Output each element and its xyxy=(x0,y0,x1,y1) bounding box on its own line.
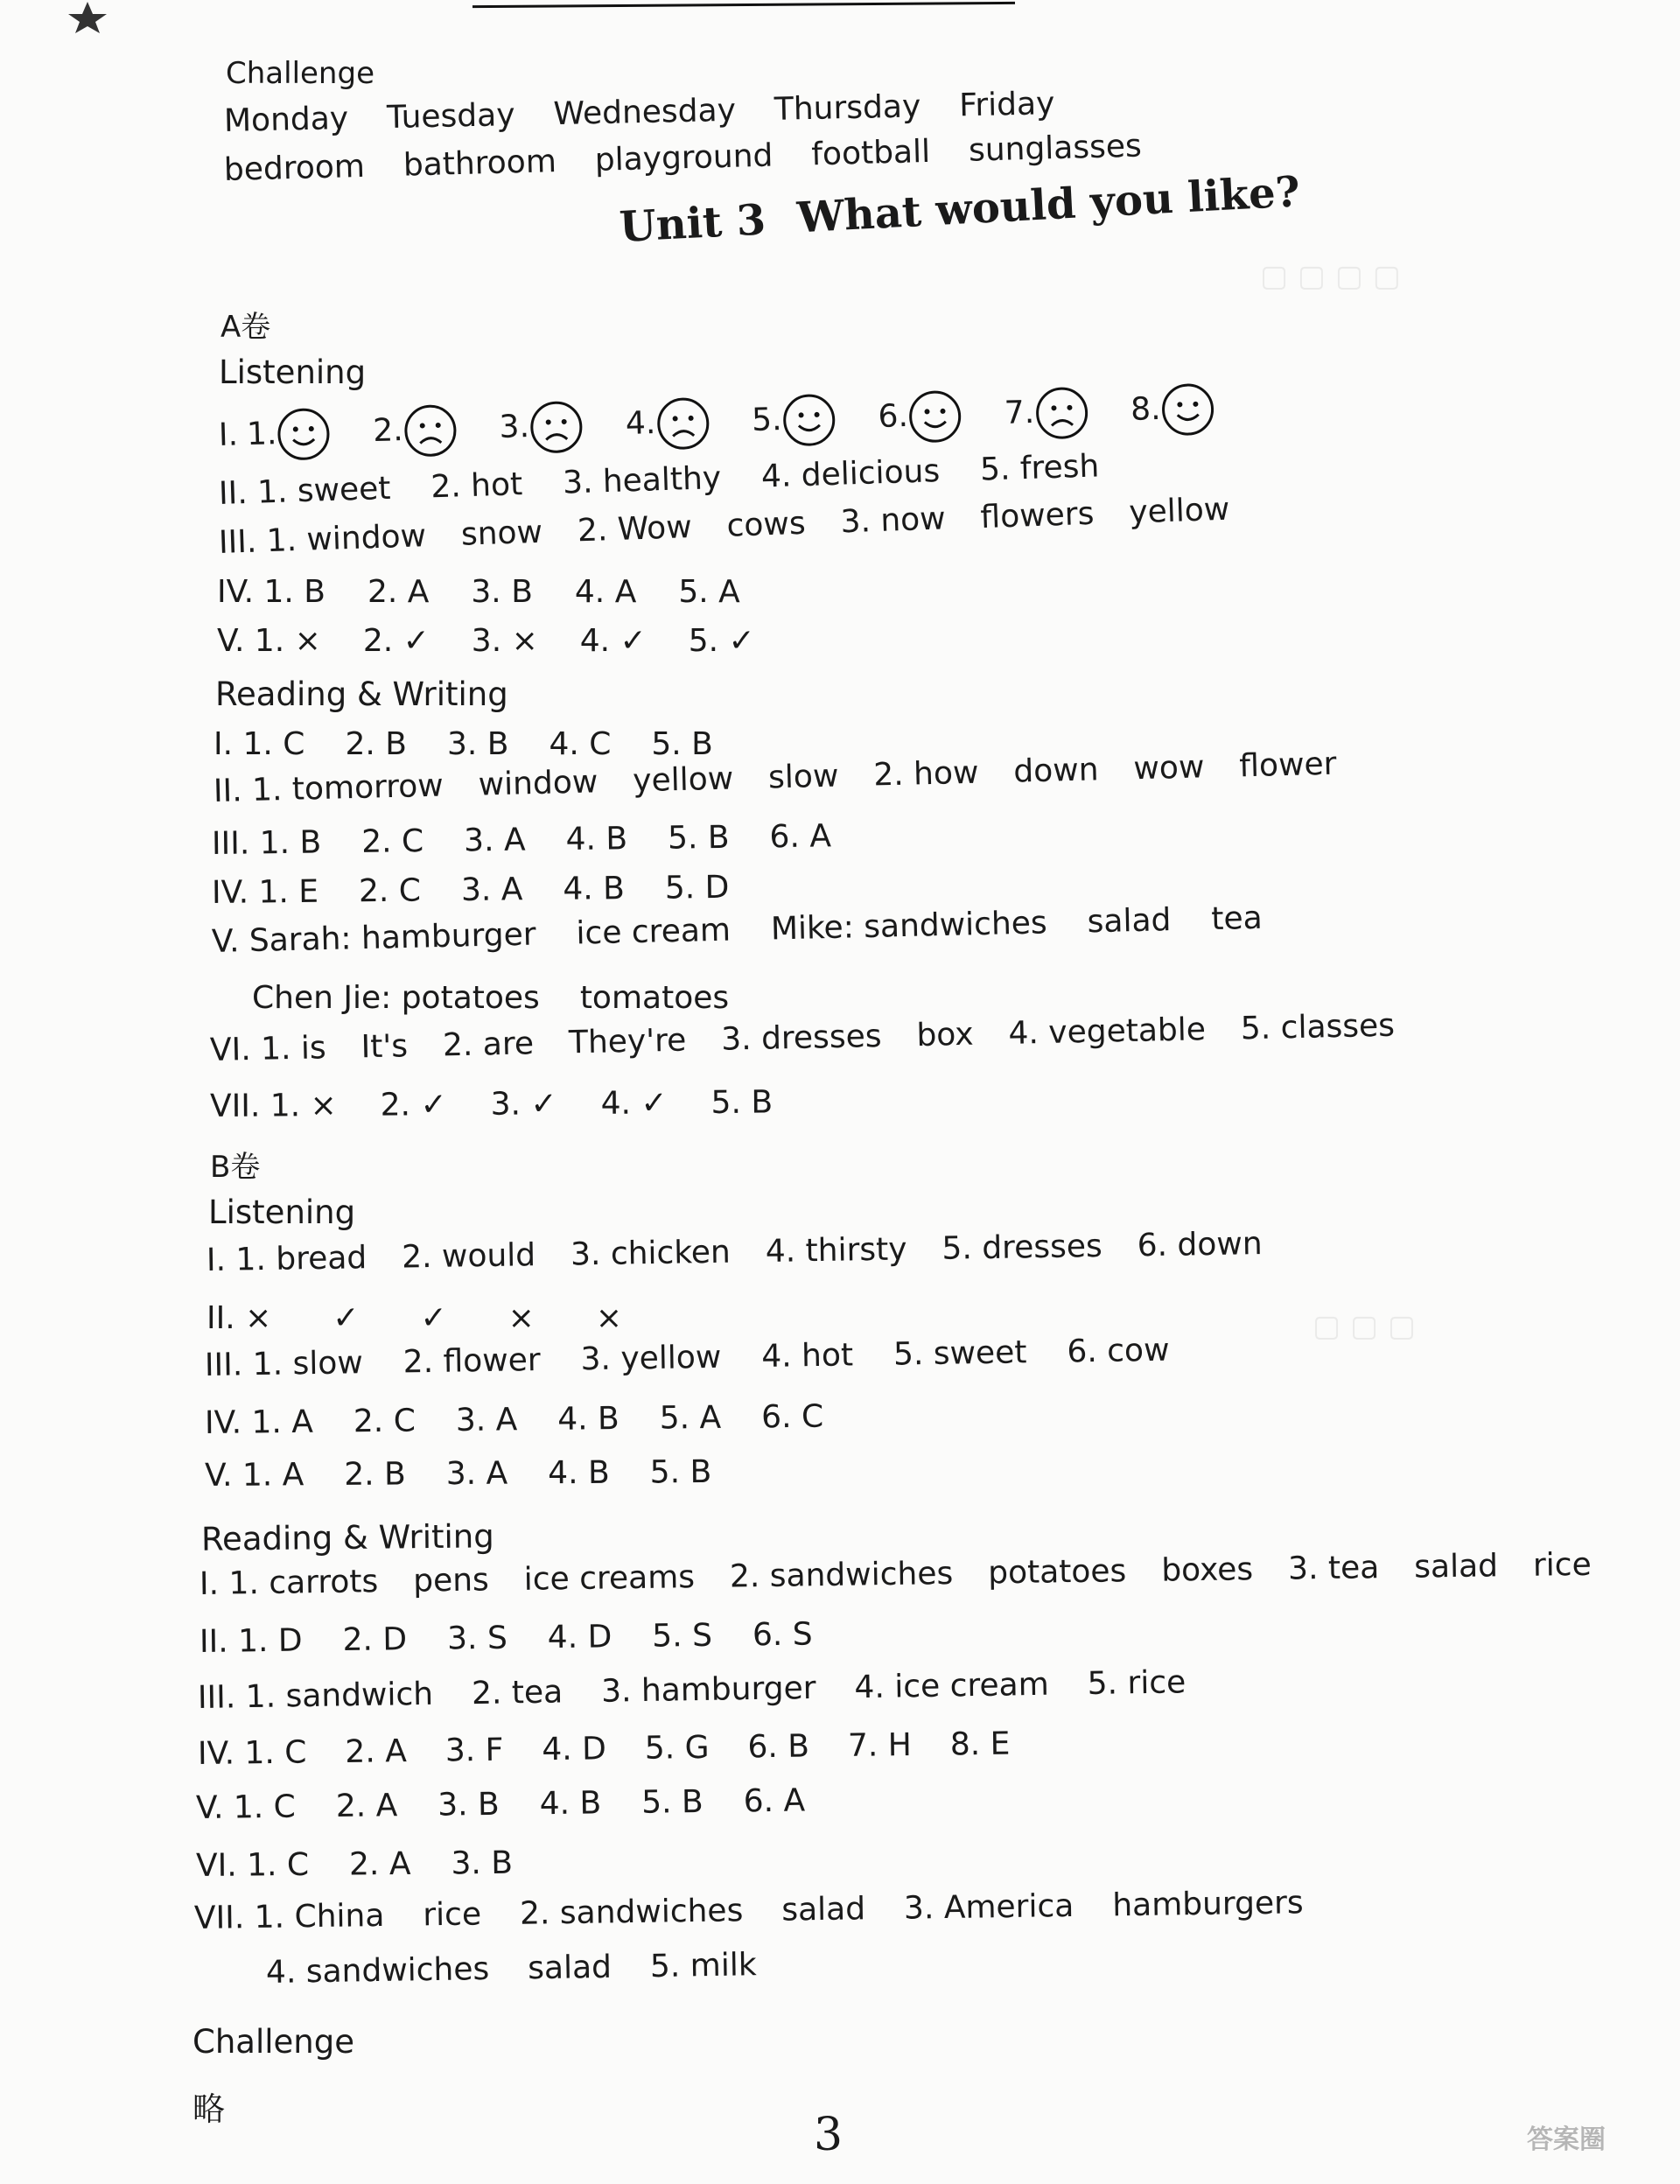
answer-item: 4. D xyxy=(547,1619,612,1656)
answer-item: 3. S xyxy=(446,1620,508,1657)
answer-item: 3. A xyxy=(463,822,526,859)
sad-face-icon xyxy=(654,396,710,452)
answer-item: I. 1. carrots xyxy=(199,1564,379,1602)
answer-item: yellow xyxy=(632,760,734,800)
answer-item: 3. F xyxy=(444,1732,504,1769)
answer-item: playground xyxy=(594,137,774,178)
answer-item: 5. B xyxy=(710,1084,774,1122)
answer-item: 3. × xyxy=(471,623,538,659)
answer-item: bedroom xyxy=(223,148,366,188)
answer-item: 4. vegetable xyxy=(1008,1012,1207,1052)
answer-item: 2. A xyxy=(348,1845,411,1883)
face-number: 7. xyxy=(1004,394,1035,431)
answer-item: III. 1. B xyxy=(211,824,322,862)
answer-item: 5. fresh xyxy=(979,448,1100,488)
answer-item: wow xyxy=(1132,749,1205,788)
answer-item: V. Sarah: hamburger xyxy=(211,916,536,960)
answer-item: Tuesday xyxy=(386,97,515,136)
unit-name: What would you like? xyxy=(795,167,1302,243)
answer-item: 5. B xyxy=(667,819,730,857)
answer-item: 4. delicious xyxy=(760,453,941,495)
part-a-rw-vii xyxy=(210,1084,816,1124)
answer-item: 4. ✓ xyxy=(600,1085,668,1122)
answer-item: III. 1. slow xyxy=(204,1345,364,1383)
part-a-rw-vi xyxy=(210,1007,1431,1068)
part-b-rw-iii xyxy=(198,1664,1225,1716)
answer-item: 4. A xyxy=(574,574,637,610)
answer-item: IV. 1. B xyxy=(217,574,326,610)
challenge-bottom-answer: 略 xyxy=(192,2090,225,2128)
answer-item: ✓ xyxy=(332,1300,360,1336)
challenge-top-heading: Challenge xyxy=(226,56,374,91)
sad-face-icon xyxy=(528,399,584,455)
face-number: 1. xyxy=(246,416,277,453)
answer-item: bathroom xyxy=(402,144,557,184)
answer-item: V. 1. C xyxy=(195,1788,297,1826)
answer-item: 2. B xyxy=(344,1456,406,1493)
answer-item: hamburgers xyxy=(1112,1885,1304,1924)
answer-item: 4. B xyxy=(539,1785,602,1823)
answer-item: 2. sandwiches xyxy=(519,1893,744,1932)
answer-item: 2. sandwiches xyxy=(729,1555,954,1595)
answer-item: 6. C xyxy=(760,1398,824,1436)
answer-item: VII. 1. China xyxy=(193,1897,385,1936)
answer-item: V. 1. × xyxy=(217,623,321,659)
answer-item: III. 1. window xyxy=(218,518,427,561)
answer-item: 6. A xyxy=(769,818,832,856)
answer-item: 4. B xyxy=(557,1401,620,1438)
answer-item: 2. B xyxy=(345,726,407,762)
answer-item: 4. B xyxy=(565,821,628,858)
part-a-listening-v xyxy=(217,623,797,659)
answer-item: IV. 1. E xyxy=(211,873,319,911)
answer-item: slow xyxy=(767,758,839,796)
answer-item: Mike: sandwiches xyxy=(770,905,1048,948)
answer-item: salad xyxy=(1087,902,1172,941)
answer-item: 5. ✓ xyxy=(688,623,755,659)
answer-item: salad xyxy=(781,1891,866,1928)
part-b-listening-ii xyxy=(206,1300,683,1336)
answer-item: sunglasses xyxy=(968,128,1143,169)
answer-item: 2. flower xyxy=(402,1341,541,1381)
answer-item: IV. 1. C xyxy=(197,1734,307,1772)
answer-item: window xyxy=(478,764,598,803)
answer-item: 3. B xyxy=(451,1844,514,1882)
answer-item: salad xyxy=(527,1949,612,1987)
answer-item: × xyxy=(508,1300,535,1336)
answer-item: 5. A xyxy=(659,1399,722,1437)
answer-item: 5. B xyxy=(640,1783,704,1821)
answer-item: 5. rice xyxy=(1087,1664,1186,1703)
top-rule xyxy=(472,2,1015,8)
answer-item: 4. ✓ xyxy=(579,623,647,659)
answer-item: 3. ✓ xyxy=(490,1086,557,1123)
unit-label: Unit 3 xyxy=(618,195,767,252)
face-number: 8. xyxy=(1130,390,1162,428)
answer-item: 4. D xyxy=(542,1731,607,1768)
answer-item: 2. how xyxy=(872,754,979,794)
answer-item: 2. Wow xyxy=(577,509,693,550)
part-a-rw-iii xyxy=(212,818,872,862)
smiley-face-icon xyxy=(276,406,332,462)
part-b-rw-iv xyxy=(198,1726,1049,1772)
answer-item: 5. milk xyxy=(649,1947,757,1985)
part-b-label: B卷 xyxy=(210,1150,261,1185)
answer-item: ice creams xyxy=(523,1559,696,1598)
answer-item: 5. dresses xyxy=(942,1228,1103,1267)
answer-item: 2. are xyxy=(442,1026,535,1064)
answer-item: 2. C xyxy=(358,872,422,910)
answer-item: yellow xyxy=(1128,491,1230,531)
answer-item: I. 1. bread xyxy=(206,1240,368,1278)
bleed-through-decoration: ▢ ▢ ▢ ▢ xyxy=(1260,262,1401,298)
answer-item: 3. B xyxy=(437,1786,500,1824)
answer-item: 2. C xyxy=(353,1403,416,1440)
answer-item: 3. A xyxy=(455,1402,518,1438)
answer-item: They're xyxy=(568,1022,687,1061)
answer-item: 3. tea xyxy=(1287,1550,1380,1587)
part-b-rw-v xyxy=(196,1782,846,1826)
answer-item: III. 1. sandwich xyxy=(197,1676,434,1716)
part-b-listening-v xyxy=(205,1454,752,1494)
star-icon xyxy=(61,0,114,35)
answer-item: 3. A xyxy=(445,1455,508,1493)
face-number: 2. xyxy=(372,412,404,450)
part-a-listening-iv xyxy=(217,574,782,610)
part-a-listening-heading: Listening xyxy=(219,354,367,391)
answer-item: IV. 1. A xyxy=(204,1404,314,1441)
face-number: 3. xyxy=(499,409,530,446)
answer-item: 5. G xyxy=(644,1729,710,1767)
answer-item: Wednesday xyxy=(553,92,737,133)
answer-item: 5. classes xyxy=(1240,1007,1396,1047)
part-b-rw-ii xyxy=(200,1616,853,1660)
answer-item: tea xyxy=(1210,900,1264,938)
answer-item: snow xyxy=(460,514,543,553)
answer-item: boxes xyxy=(1160,1551,1254,1589)
part-a-rw-heading: Reading & Writing xyxy=(215,676,508,713)
answer-item: ✓ xyxy=(420,1300,447,1336)
answer-item: 2. A xyxy=(345,1733,408,1770)
answer-item: 2. A xyxy=(367,574,430,610)
answer-item: potatoes xyxy=(987,1553,1127,1592)
answer-item: II. × xyxy=(206,1300,272,1336)
answer-item: 4. hot xyxy=(760,1337,854,1376)
answer-item: salad xyxy=(1413,1548,1499,1586)
smiley-face-icon xyxy=(907,388,963,444)
answer-item: 3. chicken xyxy=(570,1234,732,1273)
part-b-listening-heading: Listening xyxy=(208,1194,356,1231)
challenge-top-row-days xyxy=(224,85,1094,139)
answer-item: down xyxy=(1012,752,1099,790)
answer-item: 3. B xyxy=(446,726,509,762)
answer-item: 5. A xyxy=(678,574,740,610)
answer-item: ice cream xyxy=(576,912,732,952)
answer-item: VII. 1. × xyxy=(209,1087,337,1124)
answer-item: 6. cow xyxy=(1067,1332,1170,1370)
answer-item: football xyxy=(810,133,931,173)
answer-item: 4. B xyxy=(548,1454,610,1492)
answer-item: VI. 1. C xyxy=(195,1846,310,1884)
answer-item: 2. would xyxy=(401,1237,536,1276)
answer-item: 3. yellow xyxy=(580,1339,722,1378)
part-b-rw-vii-line1 xyxy=(194,1885,1342,1936)
answer-item: II. 1. D xyxy=(199,1622,303,1660)
answer-item: 5. S xyxy=(652,1617,713,1655)
answer-item: Chen Jie: potatoes xyxy=(252,980,540,1016)
answer-item: 6. B xyxy=(747,1728,810,1766)
smiley-face-icon xyxy=(1160,382,1216,438)
answer-item: II. 1. tomorrow xyxy=(213,767,444,809)
face-number: 5. xyxy=(751,402,783,438)
answer-item: 6. down xyxy=(1137,1226,1263,1264)
answer-item: rice xyxy=(423,1896,482,1934)
answer-item: 2. D xyxy=(342,1621,408,1658)
challenge-top-row-words xyxy=(223,127,1180,188)
part-b-rw-vii-line2 xyxy=(266,1947,795,1991)
answer-item: box xyxy=(916,1016,974,1054)
answer-item: 3. A xyxy=(460,872,523,909)
answer-item: flower xyxy=(1238,746,1337,785)
answer-item: × xyxy=(595,1300,622,1336)
section-label: I. xyxy=(218,416,239,453)
sad-face-icon xyxy=(402,402,458,458)
answer-item: 2. ✓ xyxy=(380,1087,447,1124)
answer-item: tomatoes xyxy=(579,980,730,1016)
part-b-listening-iv xyxy=(205,1398,864,1441)
answer-item: 2. hot xyxy=(430,466,523,506)
answer-item: 6. S xyxy=(752,1616,813,1654)
part-a-rw-iv xyxy=(212,869,770,911)
answer-item: 8. E xyxy=(949,1726,1011,1763)
part-b-listening-iii xyxy=(205,1332,1210,1383)
answer-item: VI. 1. is xyxy=(209,1030,327,1068)
part-a-label: A卷 xyxy=(220,310,271,345)
answer-item: 2. A xyxy=(335,1788,398,1825)
answer-item: Friday xyxy=(958,86,1055,124)
answer-item: 3. hamburger xyxy=(600,1670,816,1710)
answer-item: cows xyxy=(725,505,807,544)
answer-item: II. 1. sweet xyxy=(218,470,392,512)
part-b-rw-heading: Reading & Writing xyxy=(200,1517,494,1558)
answer-item: Thursday xyxy=(774,88,921,128)
smiley-face-icon xyxy=(781,392,837,448)
part-b-listening-i xyxy=(206,1225,1298,1278)
answer-item: pens xyxy=(412,1562,490,1600)
answer-item: 2. C xyxy=(360,823,424,860)
answer-item: rice xyxy=(1532,1546,1592,1584)
answer-item: 4. ice cream xyxy=(854,1666,1050,1706)
answer-item: 3. B xyxy=(471,574,533,610)
answer-item: 4. sandwiches xyxy=(265,1950,490,1991)
answer-item: 3. dresses xyxy=(720,1018,882,1058)
answer-item: flowers xyxy=(979,495,1096,536)
answer-item: 2. tea xyxy=(471,1674,564,1712)
answer-item: 3. America xyxy=(903,1887,1074,1927)
answer-item: 5. D xyxy=(664,869,730,906)
answer-item: 2. ✓ xyxy=(362,623,430,659)
unit-title xyxy=(619,167,1302,252)
part-a-rw-i xyxy=(214,726,753,762)
answer-item: 3. now xyxy=(839,500,947,541)
answer-item: It's xyxy=(360,1028,409,1066)
part-a-rw-v-line2 xyxy=(252,980,769,1016)
answer-item: 5. sweet xyxy=(892,1334,1027,1373)
part-b-rw-vi xyxy=(196,1844,553,1884)
bleed-through-decoration: ▢ ▢ ▢ xyxy=(1312,1312,1416,1348)
answer-item: 4. B xyxy=(563,871,626,907)
challenge-bottom-heading: Challenge xyxy=(192,2023,354,2061)
face-number: 4. xyxy=(625,405,656,443)
answer-item: 6. A xyxy=(743,1782,806,1820)
answer-item: 4. thirsty xyxy=(765,1231,907,1270)
sad-face-icon xyxy=(1033,385,1089,441)
answer-item: V. 1. A xyxy=(204,1457,304,1494)
answer-item: 3. healthy xyxy=(562,459,722,501)
answer-item: I. 1. C xyxy=(214,726,305,762)
answer-item: 5. B xyxy=(649,1453,712,1491)
answer-item: 7. H xyxy=(847,1727,913,1764)
answer-item: 5. B xyxy=(651,726,713,762)
answer-item: 4. C xyxy=(549,726,612,762)
answer-item: Monday xyxy=(223,101,349,139)
page-number: 3 xyxy=(814,2109,844,2161)
face-number: 6. xyxy=(877,398,909,435)
watermark-logo: 答案圈 xyxy=(1527,2124,1606,2155)
